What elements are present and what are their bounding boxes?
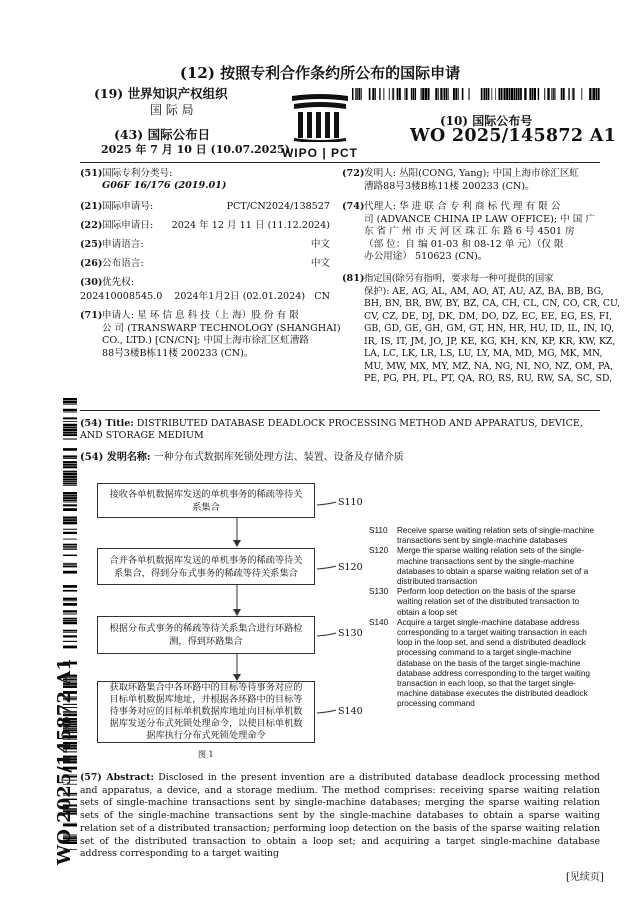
flow-step-s140: 获取环路集合中各环路中的目标等待事务对应的目标单机数据库地址，并根据各环路中的目标等待事务对应的目标单机数据库地址向目标单机数据库发送分布式死锁处理命令，以使目标单机数据库执行分布式死锁处理命令 bbox=[97, 681, 315, 743]
title-en: DISTRIBUTED DATABASE DEADLOCK PROCESSING METHOD AND APPARATUS, DEVICE, AND STORAGE MEDIUM bbox=[80, 418, 583, 441]
legend-item: S130 Perform loop detection on the basis of the sparse waiting relation set of the distributed transaction to obtain a loop set bbox=[369, 587, 580, 617]
top-barcode bbox=[352, 88, 600, 100]
abstract bbox=[80, 772, 600, 861]
flow-label-s110: S110 bbox=[338, 497, 363, 508]
legend-item: S110 Receive sparse waiting relation sets of single-machine transactions sent by single-machine databases bbox=[369, 526, 595, 546]
title-en-block bbox=[80, 418, 600, 442]
figure-label: 图 1 bbox=[198, 750, 214, 759]
title-zh-label: (54) 发明名称: bbox=[80, 452, 151, 463]
document-title: (12) 按照专利合作条约所公布的国际申请 bbox=[179, 64, 461, 82]
flow-label-s140: S140 bbox=[338, 706, 363, 717]
flow-legend bbox=[369, 526, 601, 710]
legend-item: S120 Merge the sparse waiting relation sets of the single-machine transactions sent by the single-machine databases to obtain a sparse waiting relation set of a distributed transaction bbox=[369, 546, 589, 587]
pubno-label: (10) 国际公布号 bbox=[440, 114, 533, 128]
wipo-logo-text: WIPO | PCT bbox=[281, 146, 359, 160]
legend-item: S140 Acquire a target single-machine database address corresponding to a target waiting transaction in each loop in the loop set, and send a distributed deadlock processing command to a target single-machine database on the basis of the target single-machine database address corresponding to the target waiting transaction in each loop, so that the target single-machine database executes the distributed deadlock processing command bbox=[369, 617, 590, 709]
pubdate-label: (43) 国际公布日 bbox=[114, 127, 211, 142]
org-line2: 国 际 局 bbox=[150, 103, 194, 117]
biblio-right: (72) 发明人: 丛阳(CONG, Yang); 中国上海市徐汇区虹 漕路88号3楼B栋11楼 200233 (CN)。 (74) 代理人: 华 进 联 合 专 利 商 标 代 理 有 限 公 司 (ADVANCE CHINA IP LAW OFFICE); 中 国 广 东 省 广 州 市 天 河 区 珠 江 东 路 6 号 4501 房 （部 位：自 编 01-03 和 08-12 单 元）（仅 限 办公用途） 510623 (CN)。 (81) 指定国(除另有指明，要求每一种可提供的国家 保护): AE, AG, AL, AM, AO, AT, AU, AZ, BA, BB, BG, BH, BN, BR, BW, BY, BZ, CA, CH, CL, CN, CO, CR, CU, CV, CZ, DE, DJ, DK, DM, DO, DZ, EC, EE, EG, ES, FI, GB, GD, GE, GH, GM, GT, HN, HR, HU, ID, IL, IN, IQ, IR, IS, IT, JM, JO, JP, KE, KG, KH, KN, KP, KR, KW, KZ, LA, LC, LK, LR, LS, LU, LY, MA, MD, MG, MK, MN, MU, MW, MX, MY, MZ, NA, NG, NI, NO, NZ, OM, PA, PE, PG, PH, PL, PT, QA, RO, RS, RU, RW, SA, SC, SD, bbox=[342, 168, 620, 384]
flow-step-s110: 接收各单机数据库发送的单机事务的稀疏等待关系集合 bbox=[97, 483, 315, 518]
abstract-label: (57) Abstract: bbox=[80, 772, 154, 783]
title-zh: 一种分布式数据库死锁处理方法、装置、设备及存储介质 bbox=[153, 452, 404, 463]
flow-label-s130: S130 bbox=[338, 628, 363, 639]
side-publication-number: WO 2025/145872 A1 bbox=[54, 658, 75, 865]
title-en-label: (54) Title: bbox=[80, 418, 134, 429]
flow-step-s120: 合并各单机数据库发送的单机事务的稀疏等待关系集合，得到分布式事务的稀疏等待关系集合 bbox=[97, 548, 315, 585]
org-line1: (19) 世界知识产权组织 bbox=[94, 86, 228, 101]
flow-step-s130: 根据分布式事务的稀疏等待关系集合进行环路检测，得到环路集合 bbox=[97, 616, 315, 654]
abstract-text: Disclosed in the present invention are a distributed database deadlock processing method and apparatus, a device, and a storage medium. The method comprises: receiving sparse waiting relation sets of single-machine transactions sent by single-machine databases; merging the sparse waiting relation sets of the single-machine transactions sent by the single-machine databases to obtain a sparse waiting relation set of a distributed transaction; performing loop detection on the basis of the sparse waiting relation set of the distributed transaction to obtain a loop set; and acquiring a target single-machine database address corresponding to a target waiting bbox=[80, 772, 601, 860]
publication-number: WO 2025/145872 A1 bbox=[410, 126, 617, 146]
title-zh-block bbox=[80, 448, 600, 463]
continued-note: [见续页] bbox=[566, 872, 604, 883]
biblio-rule bbox=[80, 410, 600, 411]
biblio-left: (51) 国际专利分类号: G06F 16/176 (2019.01) (21) 国际申请号: PCT/CN2024/138527 (22) 国际申请日: 2024 年 12 月 11 日 (11.12.2024) (25) 申请语言: 中文 (26) 公布语言: 中文 (30) 优先权: 202410008545.0 2024年1月2日 (02.01.2024) CN (71) 申请人: 星 环 信 息 科 技（上 海）股 份 有 限 公 司 (TRANSWARP TECHNOLOGY (SHANGHAI) CO., LTD.) [CN/CN]; 中国上海市徐汇区虹漕路 88号3楼B栋11楼 200233 (CN)。 bbox=[80, 168, 341, 359]
wipo-logo bbox=[272, 92, 368, 158]
flow-label-s120: S120 bbox=[338, 562, 363, 573]
header-rule bbox=[80, 162, 600, 163]
ipc-class: G06F 16/176 (2019.01) bbox=[102, 180, 227, 191]
pubdate-value: 2025 年 7 月 10 日 (10.07.2025) bbox=[101, 143, 290, 156]
